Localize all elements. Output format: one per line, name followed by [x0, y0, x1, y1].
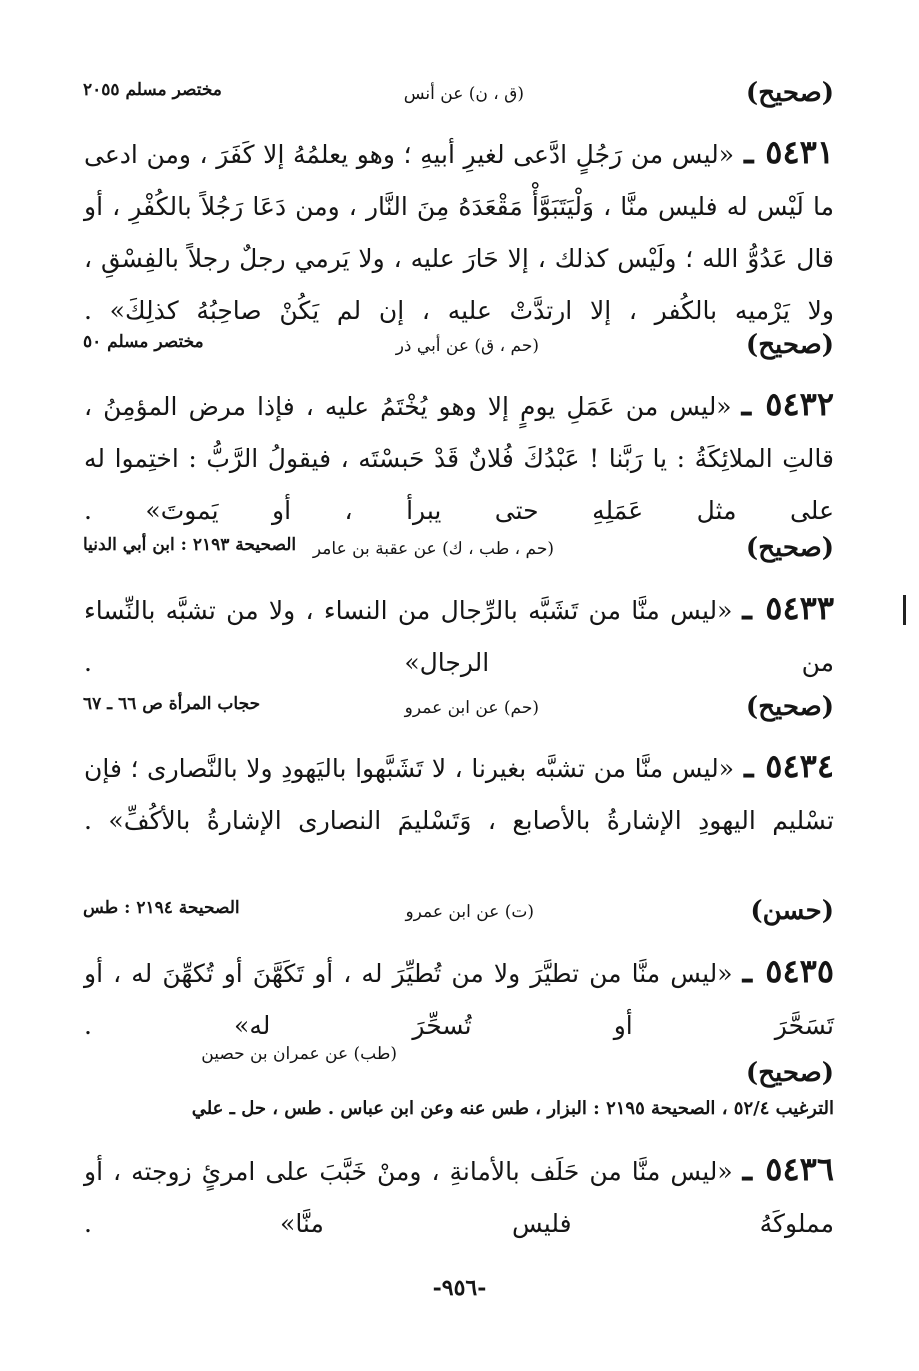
hadith-text: «ليس منَّا من تَشَبَّه بالرِّجال من النساء ، ولا من تشبَّه بالنِّساء من الرجال» .: [84, 596, 834, 677]
grade-row: [0, 896, 919, 936]
hadith-text: «ليس منَّا من تطيَّرَ ولا من تُطيِّرَ له ، أو تَكَهَّنَ أو تُكهِّنَ له ، أو تَسَحَّرَ أو تُسحِّرَ له» .: [84, 959, 834, 1040]
hadith-number: ٥٤٣٣ ـ: [742, 589, 834, 627]
grade-row: [0, 1044, 919, 1090]
margin-mark: [903, 595, 906, 625]
grade-row: [0, 78, 919, 118]
source: (حم ، طب ، ك) عن عقبة بن عامر: [312, 539, 554, 559]
reference: مختصر مسلم ٢٠٥٥: [83, 80, 222, 100]
grade-row: [0, 533, 919, 573]
hadith-5435: [84, 945, 834, 1052]
hadith-5431: [84, 126, 834, 337]
hadith-text: «ليس من رَجُلٍ ادَّعى لغيرِ أبيهِ ؛ وهو يعلمُهُ إلا كَفَرَ ، ومن ادعى ما لَيْس له فليس منَّا ، وَلْيَتَبَوَّأْ مَقْعَدَهُ مِنَ النَّار ، ومن دَعَا رَجُلاً بالكُفْرِ ، أو قال عَدُوُّ الله ؛ ولَيْس كذلك ، إلا حَارَ عليه ، ولا يَرمي رجلٌ رجلاً بالفِسْقِ ، ولا يَرْميه بالكُفر ، إلا ارتدَّتْ عليه ، إن لم يَكُنْ صاحِبُهُ كذلِكَ» .: [84, 140, 834, 325]
hadith-number: ٥٤٣١ ـ: [744, 133, 835, 171]
reference: الصحيحة ٢١٩٤ : طس: [83, 898, 240, 918]
reference: مختصر مسلم ٥٠: [83, 332, 204, 352]
hadith-5432: [84, 378, 834, 537]
grade: (صحيح): [745, 1058, 834, 1088]
grade: (صحيح): [745, 78, 834, 108]
grade: (صحيح): [745, 533, 834, 563]
grade-row: [0, 692, 919, 732]
source: (ت) عن ابن عمرو: [405, 902, 534, 922]
hadith-text: «ليس منَّا من حَلَف بالأمانةِ ، ومنْ خَبَّبَ على امرئٍ زوجته ، أو مملوكَهُ فليس منَّا» .: [84, 1157, 834, 1238]
source: (حم) عن ابن عمرو: [404, 698, 539, 718]
hadith-5436: [84, 1143, 834, 1250]
grade: (صحيح): [745, 692, 834, 722]
reference: الصحيحة ٢١٩٣ : ابن أبي الدنيا: [83, 535, 297, 555]
grade: (حسن): [750, 896, 834, 926]
hadith-text: «ليس من عَمَلِ يومٍ إلا وهو يُخْتَمُ عليه ، فإذا مرض المؤمِنُ ، قالتِ الملائِكَةُ : يا رَبَّنا ! عَبْدُكَ فُلانٌ قَدْ حَبسْتَه ، فيقولُ الرَّبُّ : اختِموا له على مثل عَمَلِهِ حتى يبرأ ، أو يَموتَ» .: [84, 392, 834, 525]
hadith-text: «ليس منَّا من تشبَّه بغيرنا ، لا تَشَبَّهوا باليَهودِ ولا بالنَّصارى ؛ فإن تسْليم اليهودِ الإشارةُ بالأصابع ، وَتَسْليمَ النصارى الإشارةُ بالأكُفِّ» .: [84, 754, 834, 835]
grade-row: [0, 330, 919, 370]
grade: (صحيح): [745, 330, 834, 360]
reference: حجاب المرأة ص ٦٦ ـ ٦٧: [83, 694, 261, 714]
page-number: -٩٥٦-: [432, 1275, 487, 1301]
hadith-number: ٥٤٣٦ ـ: [742, 1150, 834, 1188]
hadith-number: ٥٤٣٢ ـ: [741, 385, 834, 423]
hadith-5434: [84, 740, 834, 847]
hadith-5433: [84, 582, 834, 689]
source: (طب) عن عمران بن حصين: [201, 1044, 397, 1064]
reference-note: الترغيب ٥٢/٤ ، الصحيحة ٢١٩٥ : البزار ، طس عنه وعن ابن عباس . طس ، حل ـ علي: [191, 1098, 834, 1119]
hadith-number: ٥٤٣٥ ـ: [742, 952, 834, 990]
hadith-number: ٥٤٣٤ ـ: [744, 747, 834, 785]
source: (حم ، ق) عن أبي ذر: [395, 336, 539, 356]
source: (ق ، ن) عن أنس: [403, 84, 524, 104]
